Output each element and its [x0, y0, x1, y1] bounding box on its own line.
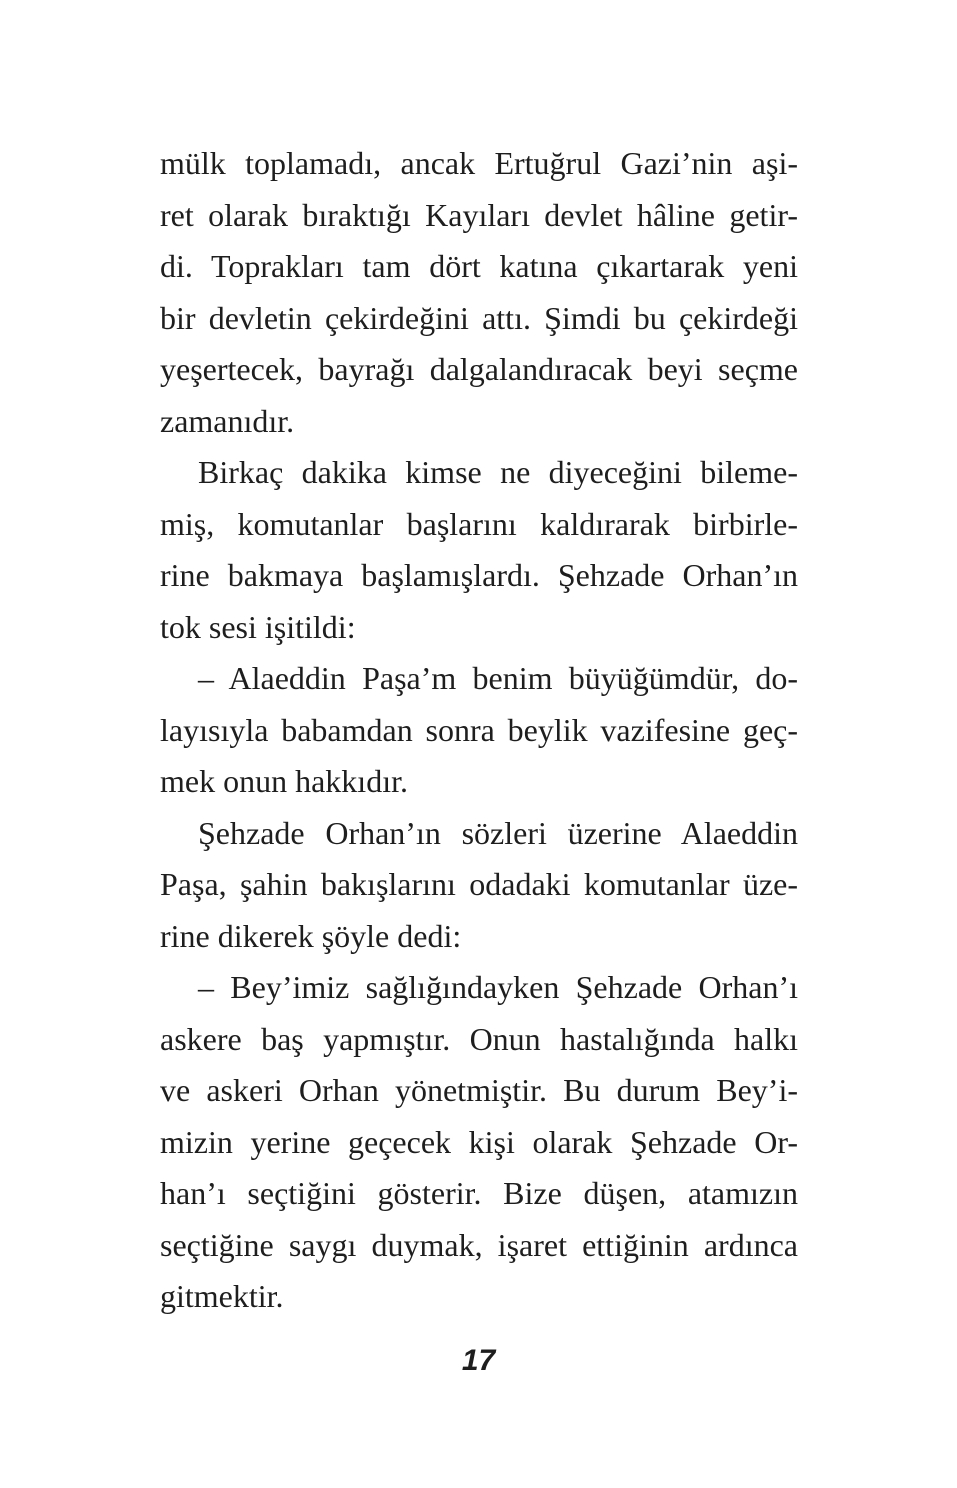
text-line: rine bakmaya başlamışlardı. Şehzade Orhan’ın [160, 557, 798, 593]
text-line: zamanıdır. [160, 402, 295, 439]
text-line: rine dikerek şöyle dedi: [160, 917, 462, 954]
text-line: miş, komutanlar başlarını kaldırarak birbirle- [160, 505, 798, 542]
text-line: Birkaç dakika kimse ne diyeceğini bileme- [198, 454, 798, 490]
text-line: tok sesi işitildi: [160, 608, 356, 645]
text-line: askere baş yapmıştır. Onun hastalığında halkı [160, 1020, 798, 1057]
text-line: – Bey’imiz sağlığındayken Şehzade Orhan’ı [198, 969, 798, 1005]
text-line: – Alaeddin Paşa’m benim büyüğümdür, do- [198, 660, 798, 696]
paragraph-1 [160, 138, 798, 447]
text-line: ve askeri Orhan yönetmiştir. Bu durum Bey’i- [160, 1072, 798, 1108]
paragraph-5-dialogue [160, 962, 798, 1323]
text-line: han’ı seçtiğini gösterir. Bize düşen, atamızın [160, 1175, 798, 1211]
text-line: yeşertecek, bayrağı dalgalandıracak beyi seçme [160, 351, 798, 387]
text-line: Şehzade Orhan’ın sözleri üzerine Alaeddin [198, 814, 798, 851]
body-text [160, 138, 798, 1323]
paragraph-4 [160, 808, 798, 963]
text-line: bir devletin çekirdeğini attı. Şimdi bu çekirdeği [160, 299, 798, 336]
text-line: gitmektir. [160, 1278, 284, 1314]
text-line: seçtiğine saygı duymak, işaret ettiğinin ardınca [160, 1226, 798, 1263]
page-number: 17 [461, 1344, 496, 1377]
text-line: layısıyla babamdan sonra beylik vazifesine geç- [160, 711, 798, 748]
paragraph-3-dialogue [160, 653, 798, 808]
text-line: mek onun hakkıdır. [160, 763, 408, 799]
text-line: Paşa, şahin bakışlarını odadaki komutanlar üze- [160, 866, 798, 902]
text-line: mülk toplamadı, ancak Ertuğrul Gazi’nin aşi- [160, 145, 798, 181]
text-line: di. Toprakları tam dört katına çıkartarak yeni [160, 248, 798, 284]
text-line: ret olarak bıraktığı Kayıları devlet hâline getir- [160, 196, 798, 233]
paragraph-2 [160, 447, 798, 653]
text-line: mizin yerine geçecek kişi olarak Şehzade Or- [160, 1123, 798, 1160]
